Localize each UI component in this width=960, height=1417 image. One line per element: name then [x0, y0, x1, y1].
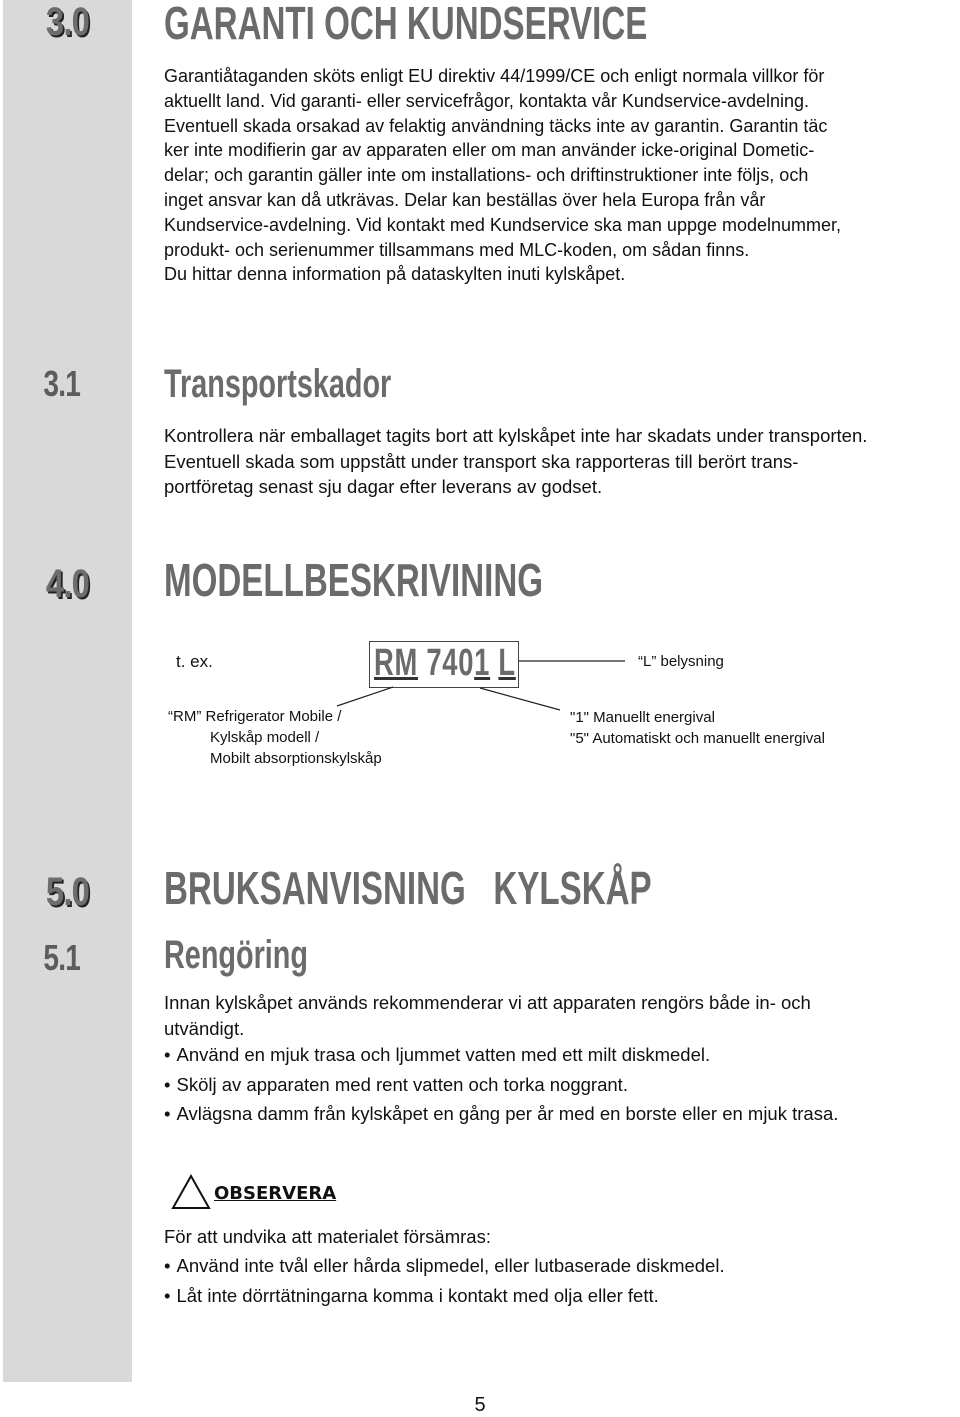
text-line: produkt- och serienummer tillsammans med MLC-koden, om sådan finns. — [164, 239, 750, 260]
connector-rm — [337, 687, 393, 706]
model-code-740: 740 — [426, 642, 475, 684]
text-line: inget ansvar kan då utkrävas. Delar kan beställas över hela Europa från vår — [164, 189, 766, 210]
label-energival-5: "5" Automatiskt och manuellt energival — [570, 730, 825, 747]
list-item: • Skölj av apparaten med rent vatten och torka noggrant. — [164, 1073, 628, 1095]
label-l-belysning: “L” belysning — [638, 653, 724, 670]
section-title-bruksanvisning: BRUKSANVISNING KYLSKÅP — [164, 862, 652, 914]
list-item: • Använd en mjuk trasa och ljummet vatten med ett milt diskmedel. — [164, 1044, 711, 1065]
text-line: Eventuell skada orsakad av felaktig användning täcks inte av garantin. Garantin täc — [164, 115, 828, 136]
section-number-5-0: 5.0 — [45, 870, 90, 914]
text-line: För att undvika att materialet försämras: — [164, 1226, 491, 1247]
section-text-rengoring — [164, 990, 960, 1127]
text-line: portföretag senast sju dagar efter leverans av godset. — [164, 476, 603, 497]
section-title-modellbeskrivning: MODELLBESKRIVINING — [164, 554, 544, 606]
text-line: utvändigt. — [164, 1017, 245, 1039]
observera-title: OBSERVERA — [214, 1183, 337, 1204]
section-title-rengoring: Rengöring — [164, 933, 308, 977]
observera-text — [164, 1224, 960, 1309]
model-code-rm: RM — [374, 642, 418, 684]
text-line: Innan kylskåpet används rekommenderar vi att apparaten rengörs både in- och — [164, 992, 811, 1013]
text-line: Kontrollera när emballaget tagits bort att kylskåpet inte har skadats under transporten. — [164, 425, 868, 446]
text-line: Eventuell skada som uppstått under transport ska rapporteras till berört trans- — [164, 450, 799, 472]
section-number-3-1: 3.1 — [43, 363, 81, 404]
text-line: aktuellt land. Vid garanti- eller servicefrågor, kontakta vår Kundservice-avdelning. — [164, 90, 810, 111]
label-rm-line3: Mobilt absorptionskylskåp — [210, 750, 382, 767]
section-title-transportskador: Transportskador — [164, 362, 392, 406]
connector-1 — [480, 688, 560, 710]
list-item: • Använd inte tvål eller hårda slipmedel, eller lutbaserade diskmedel. — [164, 1254, 725, 1276]
warning-triangle-icon — [171, 1174, 211, 1210]
section-number-5-1: 5.1 — [43, 937, 81, 978]
section-number-4-0: 4.0 — [45, 562, 90, 606]
list-item: • Avlägsna damm från kylskåpet en gång per år med en borste eller en mjuk trasa. — [164, 1103, 839, 1124]
text-line: Garantiåtaganden sköts enligt EU direktiv 44/1999/CE och enligt normala villkor för — [164, 66, 825, 86]
text-line: ker inte modifierin gar av apparaten eller om man använder icke-original Dometic- — [164, 140, 815, 161]
text-line: Du hittar denna information på dataskylten inuti kylskåpet. — [164, 264, 626, 285]
list-item: • Låt inte dörrtätningarna komma i kontakt med olja eller fett. — [164, 1285, 659, 1306]
label-rm-line2: Kylskåp modell / — [210, 729, 320, 746]
section-number-3-0: 3.0 — [45, 0, 90, 44]
label-rm-line1: “RM” Refrigerator Mobile / — [168, 708, 342, 725]
label-energival-1: "1" Manuellt energival — [570, 709, 715, 726]
section-title-garanti: GARANTI OCH KUNDSERVICE — [164, 0, 648, 49]
model-code-1: 1 — [474, 642, 491, 684]
page-number: 5 — [474, 1394, 486, 1416]
text-line: delar; och garantin gäller inte om installations- och driftinstruktioner inte följs, och — [164, 165, 809, 186]
model-code-l: L — [498, 642, 516, 684]
example-label: t. ex. — [176, 652, 213, 671]
text-line: Kundservice-avdelning. Vid kontakt med Kundservice ska man uppge modelnummer, — [164, 214, 842, 235]
